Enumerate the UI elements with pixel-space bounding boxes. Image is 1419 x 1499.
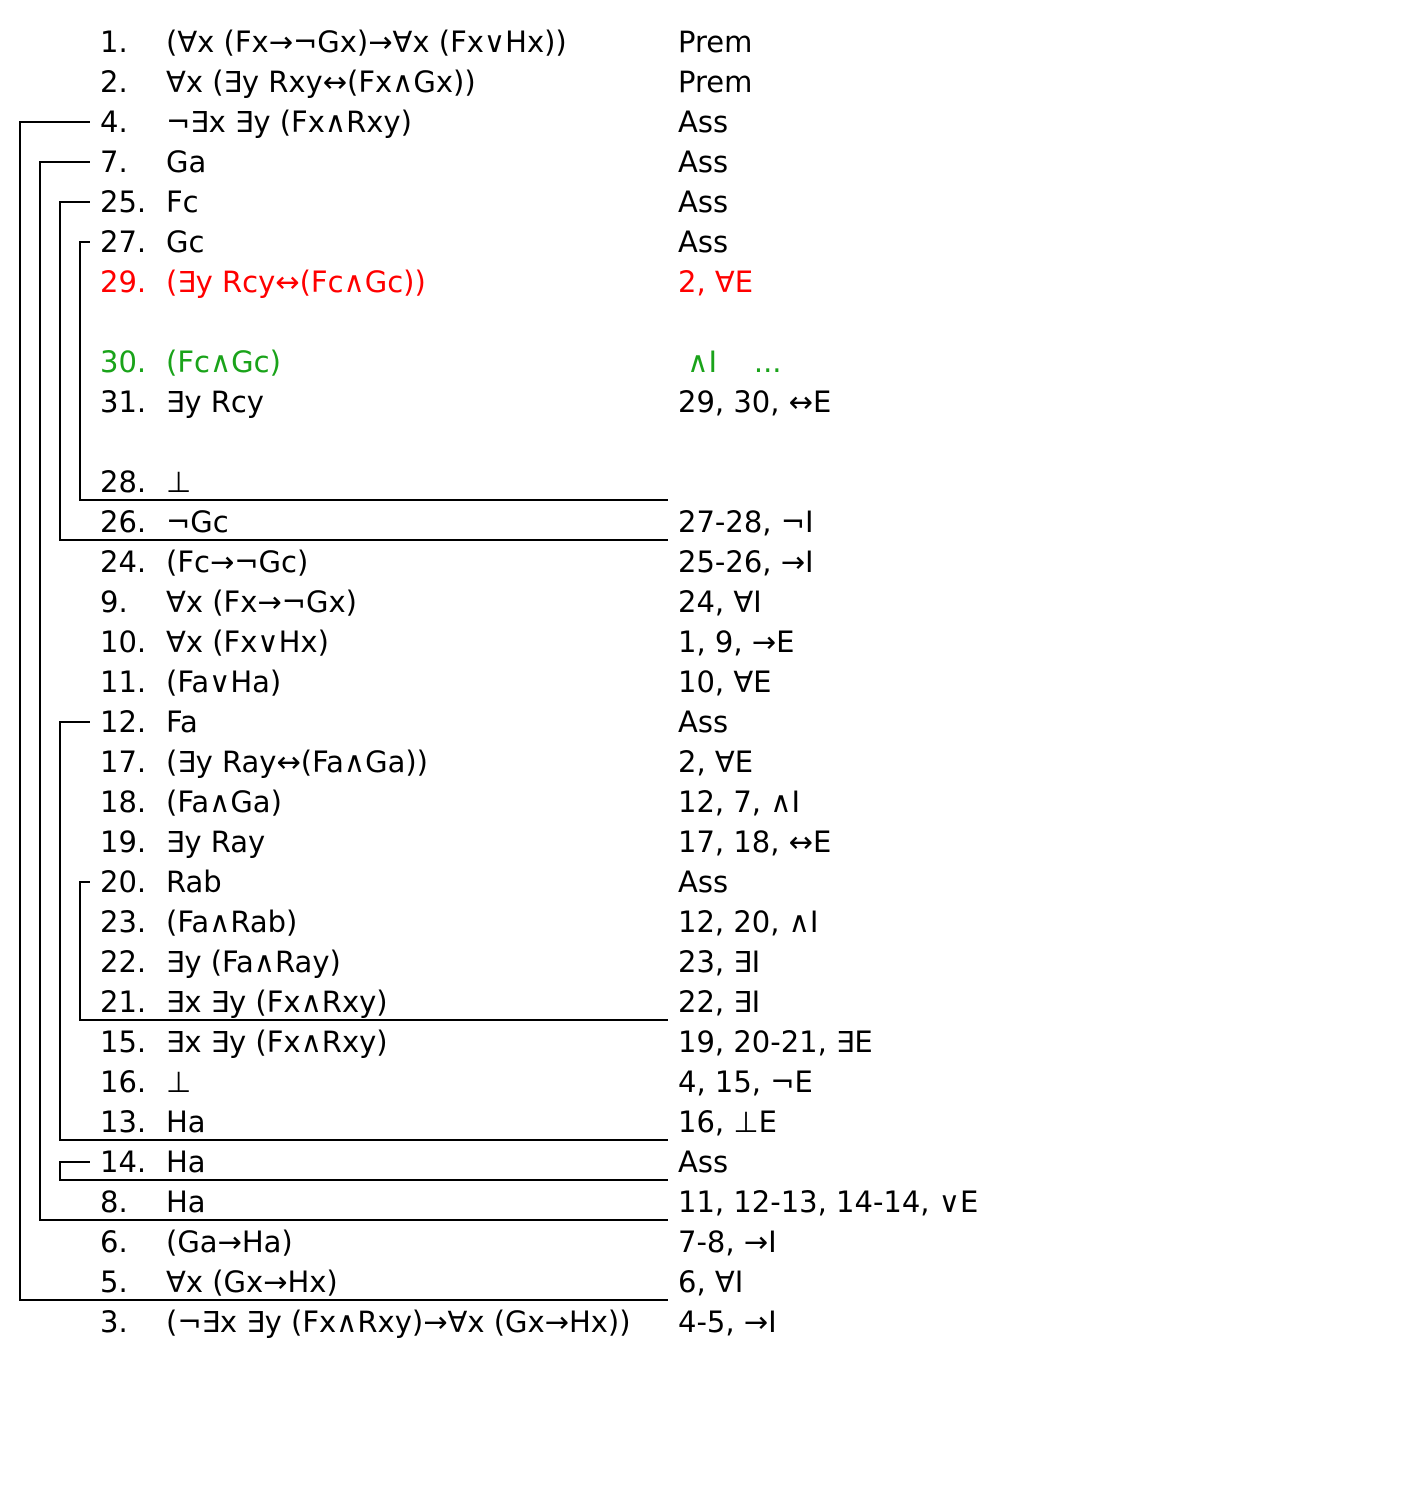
line-number: 9. <box>100 585 128 619</box>
line-number: 20. <box>100 865 147 899</box>
line-formula: Ha <box>166 1145 206 1179</box>
line-formula: ⊥ <box>166 1065 192 1099</box>
line-formula: ∀x (∃y Rxy↔(Fx∧Gx)) <box>166 65 476 99</box>
line-number: 27. <box>100 225 147 259</box>
line-number: 31. <box>100 385 147 419</box>
line-number: 3. <box>100 1305 128 1339</box>
line-number: 22. <box>100 945 147 979</box>
line-number: 18. <box>100 785 147 819</box>
line-justification: 12, 20, ∧I <box>678 905 819 939</box>
line-justification: 27-28, ¬I <box>678 505 814 539</box>
line-number: 4. <box>100 105 128 139</box>
line-number: 21. <box>100 985 147 1019</box>
line-formula: (∃y Rcy↔(Fc∧Gc)) <box>166 265 426 299</box>
line-justification: Ass <box>678 865 729 899</box>
line-number: 5. <box>100 1265 128 1299</box>
line-formula: (¬∃x ∃y (Fx∧Rxy)→∀x (Gx→Hx)) <box>166 1305 631 1339</box>
line-number: 12. <box>100 705 147 739</box>
line-justification: Ass <box>678 705 729 739</box>
line-number: 26. <box>100 505 147 539</box>
line-number: 13. <box>100 1105 147 1139</box>
line-number: 14. <box>100 1145 147 1179</box>
line-number: 2. <box>100 65 128 99</box>
line-justification: 17, 18, ↔E <box>678 825 832 859</box>
line-justification: 1, 9, →E <box>678 625 795 659</box>
line-justification: Ass <box>678 225 729 259</box>
line-formula: Rab <box>166 865 222 899</box>
line-formula: (Fa∧Ga) <box>166 785 282 819</box>
line-justification: 11, 12-13, 14-14, ∨E <box>678 1185 979 1219</box>
line-formula: ∃x ∃y (Fx∧Rxy) <box>166 985 388 1019</box>
line-formula: (Fc→¬Gc) <box>166 545 309 579</box>
line-number: 17. <box>100 745 147 779</box>
line-formula: (∃y Ray↔(Fa∧Ga)) <box>166 745 428 779</box>
line-justification: 23, ∃I <box>678 945 761 979</box>
line-formula: (Fc∧Gc) <box>166 345 281 379</box>
line-formula: Gc <box>166 225 205 259</box>
line-justification: Ass <box>678 105 729 139</box>
line-justification: Ass <box>678 145 729 179</box>
line-number: 1. <box>100 25 128 59</box>
line-justification: 24, ∀I <box>678 585 762 619</box>
line-number: 11. <box>100 665 147 699</box>
line-justification: 16, ⊥E <box>678 1105 777 1139</box>
line-formula: (∀x (Fx→¬Gx)→∀x (Fx∨Hx)) <box>166 25 567 59</box>
line-formula: (Fa∨Ha) <box>166 665 282 699</box>
line-number: 7. <box>100 145 128 179</box>
line-formula: Fc <box>166 185 199 219</box>
line-number: 8. <box>100 1185 128 1219</box>
subproof-bracket <box>60 1162 668 1180</box>
line-formula: Ha <box>166 1185 206 1219</box>
line-justification: 19, 20-21, ∃E <box>678 1025 873 1059</box>
line-justification: 2, ∀E <box>678 265 754 299</box>
line-formula: ∃y (Fa∧Ray) <box>166 945 341 979</box>
line-justification: Prem <box>678 25 753 59</box>
line-justification: 25-26, →I <box>678 545 814 579</box>
line-formula: Ga <box>166 145 207 179</box>
line-formula: ∃y Rcy <box>166 385 264 419</box>
line-number: 30. <box>100 345 147 379</box>
line-formula: ∀x (Fx→¬Gx) <box>166 585 357 619</box>
line-justification: ∧I ... <box>678 345 782 379</box>
line-justification: 10, ∀E <box>678 665 772 699</box>
line-number: 29. <box>100 265 147 299</box>
line-formula: ∃y Ray <box>166 825 266 859</box>
line-formula: (Fa∧Rab) <box>166 905 298 939</box>
line-number: 23. <box>100 905 147 939</box>
line-number: 15. <box>100 1025 147 1059</box>
line-justification: Prem <box>678 65 753 99</box>
line-justification: 6, ∀I <box>678 1265 744 1299</box>
line-formula: ∀x (Fx∨Hx) <box>166 625 329 659</box>
line-formula: ¬∃x ∃y (Fx∧Rxy) <box>166 105 412 139</box>
line-justification: Ass <box>678 185 729 219</box>
line-number: 24. <box>100 545 147 579</box>
line-number: 10. <box>100 625 147 659</box>
line-justification: 7-8, →I <box>678 1225 777 1259</box>
line-number: 25. <box>100 185 147 219</box>
line-justification: 4, 15, ¬E <box>678 1065 813 1099</box>
line-justification: Ass <box>678 1145 729 1179</box>
line-number: 16. <box>100 1065 147 1099</box>
line-number: 19. <box>100 825 147 859</box>
line-justification: 12, 7, ∧I <box>678 785 801 819</box>
line-formula: ¬Gc <box>166 505 229 539</box>
line-formula: ∀x (Gx→Hx) <box>166 1265 338 1299</box>
line-formula: (Ga→Ha) <box>166 1225 293 1259</box>
line-formula: ∃x ∃y (Fx∧Rxy) <box>166 1025 388 1059</box>
line-justification: 2, ∀E <box>678 745 754 779</box>
line-formula: Fa <box>166 705 198 739</box>
line-formula: ⊥ <box>166 465 192 499</box>
line-justification: 29, 30, ↔E <box>678 385 832 419</box>
line-formula: Ha <box>166 1105 206 1139</box>
line-number: 6. <box>100 1225 128 1259</box>
line-justification: 4-5, →I <box>678 1305 777 1339</box>
line-justification: 22, ∃I <box>678 985 761 1019</box>
line-number: 28. <box>100 465 147 499</box>
